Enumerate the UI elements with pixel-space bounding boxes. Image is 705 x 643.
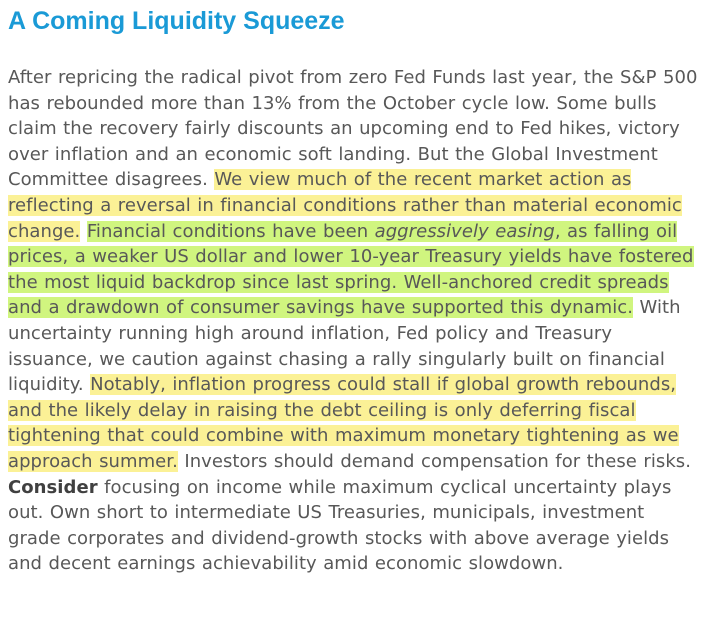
highlight-yellow-inflation-progress: Notably, inflation progress could stall if global growth rebounds, and the likely delay in raising the debt ceiling is only deferring fiscal tightening that could combine with maximum monetary tightening as we approach summer. <box>8 374 679 472</box>
article-title: A Coming Liquidity Squeeze <box>8 7 345 35</box>
highlight-green-text-a: Financial conditions have been <box>86 220 375 242</box>
highlight-green-financial-conditions <box>8 221 694 319</box>
emphasis-aggressively-easing: aggressively easing <box>374 220 555 242</box>
consider-keyword: Consider <box>8 476 98 498</box>
body-text-intro: After repricing the radical pivot from zero Fed Funds last year, the S&P 500 has rebounded more than 13% from the October cycle low. Some bulls claim the recovery fairly discounts an upcoming end to Fed hikes, victory over inflation and an economic soft landing. But the Global Investment Committee disagrees. <box>8 67 698 191</box>
article <box>8 0 698 577</box>
highlight-green-text-b: , as falling oil prices, a weaker US dollar and lower 10-year Treasury yields have fostered the most liquid backdrop since last spring. Well-anchored credit spreads and a drawdown of consumer savings have supported this dynamic. <box>8 220 694 319</box>
article-body <box>8 65 698 577</box>
body-text-uncertainty: With uncertainty running high around inflation, Fed policy and Treasury issuance, we caution against chasing a rally singularly built on financial liquidity. <box>8 297 681 396</box>
highlight-yellow-market-action: We view much of the recent market action as reflecting a reversal in financial conditions rather than material economic change. <box>8 169 682 242</box>
body-text-focusing: focusing on income while maximum cyclical uncertainty plays out. Own short to intermediate US Treasuries, municipals, investment grade corporates and dividend-growth stocks with above average yields and decent earnings achievability amid economic slowdown. <box>8 476 672 575</box>
body-text-investors: Investors should demand compensation for these risks. <box>177 450 691 472</box>
